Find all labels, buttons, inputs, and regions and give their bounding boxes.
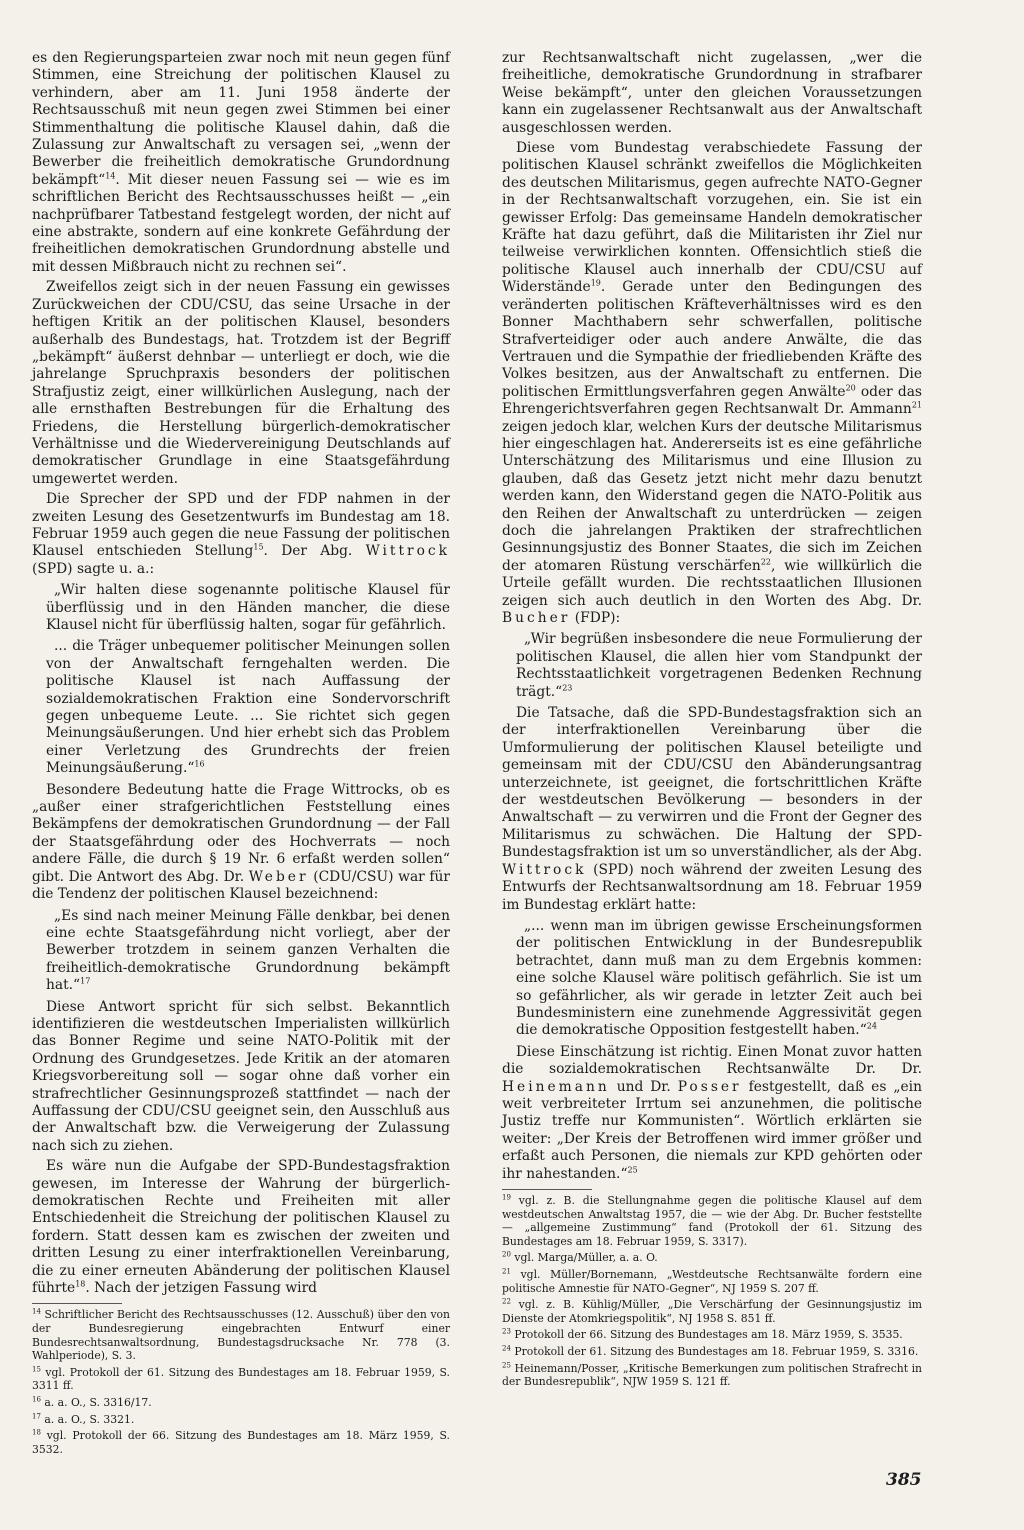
footnote: $^{24}$ Protokoll der 61. Sitzung des Bundestages am 18. Februar 1959, S. 3316.: [502, 1344, 919, 1358]
paragraph: Besondere Bedeutung hatte die Frage Wittrocks, ob es „außer einer strafgerichtlichen Feststellung eines Bekämpfens der demokratischen Grundordnung — der Fall der Staatsgefährdung oder des Hochverrats — noch andere Fälle, die durch § 19 Nr. 6 erfaßt werden sollen“ gibt. Die Antwort des Abg. Dr. Weber (CDU/CSU) war für die Tendenz der politischen Klausel bezeichnend:: [32, 781, 450, 903]
paragraph: zur Rechtsanwaltschaft nicht zugelassen, „wer die freiheitliche, demokratische Grundordnung in strafbarer Weise bekämpft“, unter den gleichen Voraussetzungen kann ein zugelassener Rechtsanwalt aus der Anwaltschaft ausgeschlossen werden.: [502, 50, 922, 136]
paragraph: Zweifellos zeigt sich in der neuen Fassung ein gewisses Zurückweichen der CDU/CSU, das seine Ursache in der heftigen Kritik an der politischen Klausel, besonders außerhalb des Bundestags, hat. Trotzdem ist der Begriff „bekämpft“ äußerst dehnbar — unterliegt er doch, wie die jahrelange Spruchpraxis besonders der politischen Strafjustiz zeigt, einer willkürlichen Auslegung, nach der alle ernsthaften Bestrebungen für die Erhaltung des Friedens, die Herstellung bürgerlich-demokratischer Verhältnisse und die Wiedervereinigung Deutschlands auf demokratischer Grundlage in eine Staatsgefährdung umgewertet werden.: [32, 279, 450, 487]
author-name: Posser: [677, 1078, 742, 1095]
author-name: Bucher: [502, 610, 571, 626]
right-column: [502, 50, 922, 1389]
footnote: $^{22}$ vgl. z. B. Kühlig/Müller, „Die Verschärfung der Gesinnungsjustiz im Dienste der Atomkriegspolitik“, NJ 1958 S. 851 ff.: [502, 1297, 922, 1325]
paragraph: Diese Einschätzung ist richtig. Einen Monat zuvor hatten die sozialdemokratischen Rechtsanwälte Dr. Dr. Heinemann und Dr. Posser festgestellt, daß es „ein weit verbreiteter Irrtum sei anzunehmen, die politische Justiz treffe nur Kommunisten“. Wörtlich erklärten sie weiter: „Der Kreis der Betroffenen wird immer größer und erfaßt auch Personen, die niemals zur KPD gehörten oder ihr nahestanden.“$^{25}$: [502, 1043, 922, 1182]
author-name: Wittrock: [502, 861, 587, 878]
quote: ... die Träger unbequemer politischer Meinungen sollen von der Anwaltschaft ferngehalten werden. Die politische Klausel ist nach Auffassung der sozialdemokratischen Fraktion eine Sondervorschrift gegen unbequeme Leute. ... Sie richtet sich gegen Meinungsäußerungen. Und hier erhebt sich das Problem einer Verletzung des Grundrechts der freien Meinungsäußerung.“$^{16}$: [46, 638, 450, 777]
footnote-divider: [502, 1189, 592, 1190]
footnotes: [32, 1308, 450, 1456]
paragraph: es den Regierungsparteien zwar noch mit neun gegen fünf Stimmen, eine Streichung der politischen Klausel zu verhindern, aber am 11. Juni 1958 änderte der Rechtsausschuß mit neun gegen zwei Stimmen bei einer Stimmenthaltung die politische Klausel dahin, daß die Zulassung zur Anwaltschaft zu versagen sei, „wenn der Bewerber die freiheitlich demokratische Grundordnung bekämpft“$^{14}$. Mit dieser neuen Fassung sei — wie es im schriftlichen Bericht des Rechtsausschusses heißt — „ein nachprüfbarer Tatbestand festgelegt worden, der nicht auf eine abstrakte, sondern auf eine konkrete Gefährdung der freiheitlichen demokratischen Grundordnung abstelle und mit dessen Mißbrauch nicht zu rechnen sei“.: [32, 50, 450, 275]
footnote: $^{17}$ a. a. O., S. 3321.: [32, 1412, 135, 1426]
footnote: $^{19}$ vgl. z. B. die Stellungnahme gegen die politische Klausel auf dem westdeutschen Anwaltstag 1957, die — wie der Abg. Dr. Bucher feststellte — „allgemeine Zustimmung“ fand (Protokoll der 61. Sitzung des Bundestages am 18. Februar 1959, S. 3317).: [502, 1193, 922, 1248]
author-name: Wittrock: [365, 543, 450, 560]
author-name: Heinemann: [502, 1078, 610, 1095]
paragraph: Diese vom Bundestag verabschiedete Fassung der politischen Klausel schränkt zweifellos die Möglichkeiten des deutschen Militarismus, gegen aufrechte NATO-Gegner in der Rechtsanwaltschaft vorzugehen, ein. Sie ist ein gewisser Erfolg: Das gemeinsame Handeln demokratischer Kräfte hat dazu geführt, daß die Militaristen ihr Ziel nur teilweise verwirklichen konnten. Offensichtlich stieß die politische Klausel auch innerhalb der CDU/CSU auf Widerstände$^{19}$. Gerade unter den Bedingungen des veränderten politischen Kräfteverhältnisses wird es den Bonner Machthabern sehr schwerfallen, politische Strafverteidiger oder auch andere Anwälte, die das Vertrauen und die Sympathie der friedliebenden Kräfte des Volkes besitzen, aus der Anwaltschaft zu entfernen. Die politischen Ermittlungsverfahren gegen Anwälte$^{20}$ oder das Ehrengerichtsverfahren gegen Rechtsanwalt Dr. Ammann$^{21}$ zeigen jedoch klar, welchen Kurs der deutsche Militarismus hier eingeschlagen hat. Andererseits ist es eine gefährliche Unterschätzung des Militarismus und eine Illusion zu glauben, daß das Gesetz jetzt nicht mehr dazu benutzt werden kann, den Widerstand gegen die NATO-Politik aus den Reihen der Anwaltschaft zu unterdrücken — zeigen doch die jahrelangen Praktiken der strafrechtlichen Gesinnungsjustiz des Bonner Staates, die sich im Zeichen der atomaren Rüstung verschärfen$^{22}$, wie willkürlich die Urteile gefällt wurden. Die rechtsstaatlichen Illusionen zeigen sich auch deutlich in den Worten des Abg. Dr. Bucher (FDP):: [502, 140, 922, 626]
page-number: 385: [886, 1470, 922, 1490]
footnote: $^{18}$ vgl. Protokoll der 66. Sitzung des Bundestages am 18. März 1959, S. 3532.: [32, 1428, 450, 1456]
footnote-divider: [32, 1303, 122, 1304]
quote: „Wir halten diese sogenannte politische Klausel für überflüssig und in den Händen mancher, die diese Klausel nicht für überflüssig halten, sogar für gefährlich.: [46, 582, 450, 633]
footnote: $^{25}$ Heinemann/Posser, „Kritische Bemerkungen zum politischen Strafrecht in der Bundesrepublik“, NJW 1959 S. 121 ff.: [502, 1360, 922, 1389]
paragraph: Die Tatsache, daß die SPD-Bundestagsfraktion sich an der interfraktionellen Vereinbarung über die Umformulierung der politischen Klausel beteiligte und gemeinsam mit der CDU/CSU den Abänderungsantrag unterzeichnete, ist geeignet, die fortschrittlichen Kräfte der westdeutschen Bevölkerung — besonders in der Anwaltschaft — zu verwirren und die Front der Gegner des Militarismus zu schwächen. Die Haltung der SPD-Bundestagsfraktion ist um so unverständlicher, als der Abg. Wittrock (SPD) noch während der zweiten Lesung des Entwurfs der Rechtsanwaltsordnung am 18. Februar 1959 im Bundestag erklärt hatte:: [502, 705, 922, 913]
paragraph: Diese Antwort spricht für sich selbst. Bekanntlich identifizieren die westdeutschen Imperialisten willkürlich das Bonner Regime und seine NATO-Politik mit der Ordnung des Grundgesetzes. Jede Kritik an der atomaren Kriegsvorbereitung soll — sogar ohne daß vorher ein strafrechtlicher Gesinnungsprozeß stattfindet — nach der Auffassung der CDU/CSU geeignet sein, den Ausschluß aus der Anwaltschaft bzw. die Verweigerung der Zulassung nach sich zu ziehen.: [32, 998, 450, 1154]
quote: „Es sind nach meiner Meinung Fälle denkbar, bei denen eine echte Staatsgefährdung nicht vorliegt, aber der Bewerber trotzdem in seinem ganzen Verhalten die freiheitlich-demokratische Grundordnung bekämpft hat.“$^{17}$: [46, 907, 450, 994]
footnotes: [502, 1194, 922, 1389]
footnote: $^{23}$ Protokoll der 66. Sitzung des Bundestages am 18. März 1959, S. 3535.: [502, 1327, 903, 1342]
quote: „Wir begrüßen insbesondere die neue Formulierung der politischen Klausel, die allen hier vom Standpunkt der Rechtsstaatlichkeit vorgetragenen Bedenken Rechnung trägt.“$^{23}$: [516, 631, 922, 700]
paragraph: Die Sprecher der SPD und der FDP nahmen in der zweiten Lesung des Gesetzentwurfs im Bundestag am 18. Februar 1959 auch gegen die neue Fassung der politischen Klausel entschieden Stellung$^{15}$. Der Abg. Wittrock (SPD) sagte u. a.:: [32, 491, 450, 577]
footnote: $^{15}$ vgl. Protokoll der 61. Sitzung des Bundestages am 18. Februar 1959, S. 3311 ff.: [32, 1365, 450, 1393]
left-column: [32, 50, 450, 1456]
footnote: $^{21}$ vgl. Müller/Bornemann, „Westdeutsche Rechtsanwälte fordern eine politische Amnestie für NATO-Gegner“, NJ 1959 S. 207 ff.: [502, 1267, 922, 1295]
quote: „... wenn man im übrigen gewisse Erscheinungsformen der politischen Entwicklung in der Bundesrepublik betrachtet, dann muß man zu dem Ergebnis kommen: eine solche Klausel wäre politisch gefährlich. Sie ist um so gefährlicher, als wir gerade in letzter Zeit auch bei Bundesministern eine zunehmende Aggressivität gegen die demokratische Opposition festgestellt haben.“$^{24}$: [516, 917, 922, 1039]
footnote: $^{20}$ vgl. Marga/Müller, a. a. O.: [502, 1250, 658, 1265]
footnote: $^{16}$ a. a. O., S. 3316/17.: [32, 1395, 152, 1409]
footnote: $^{14}$ Schriftlicher Bericht des Rechtsausschusses (12. Ausschuß) über den von der Bundesregierung eingebrachten Entwurf einer Bundesrechtsanwaltsordnung, Bundestagsdrucksache Nr. 778 (3. Wahlperiode), S. 3.: [32, 1307, 450, 1363]
paragraph: Es wäre nun die Aufgabe der SPD-Bundestagsfraktion gewesen, im Interesse der Wahrung der bürgerlich-demokratischen Rechte und Freiheiten mit aller Entschiedenheit die Streichung der politischen Klausel zu fordern. Statt dessen kam es zwischen der zweiten und dritten Lesung zu einer interfraktionellen Vereinbarung, die zu einer erneuten Abänderung der politischen Klausel führte$^{18}$. Nach der jetzigen Fassung wird: [32, 1158, 450, 1297]
author-name: Weber: [248, 868, 309, 885]
